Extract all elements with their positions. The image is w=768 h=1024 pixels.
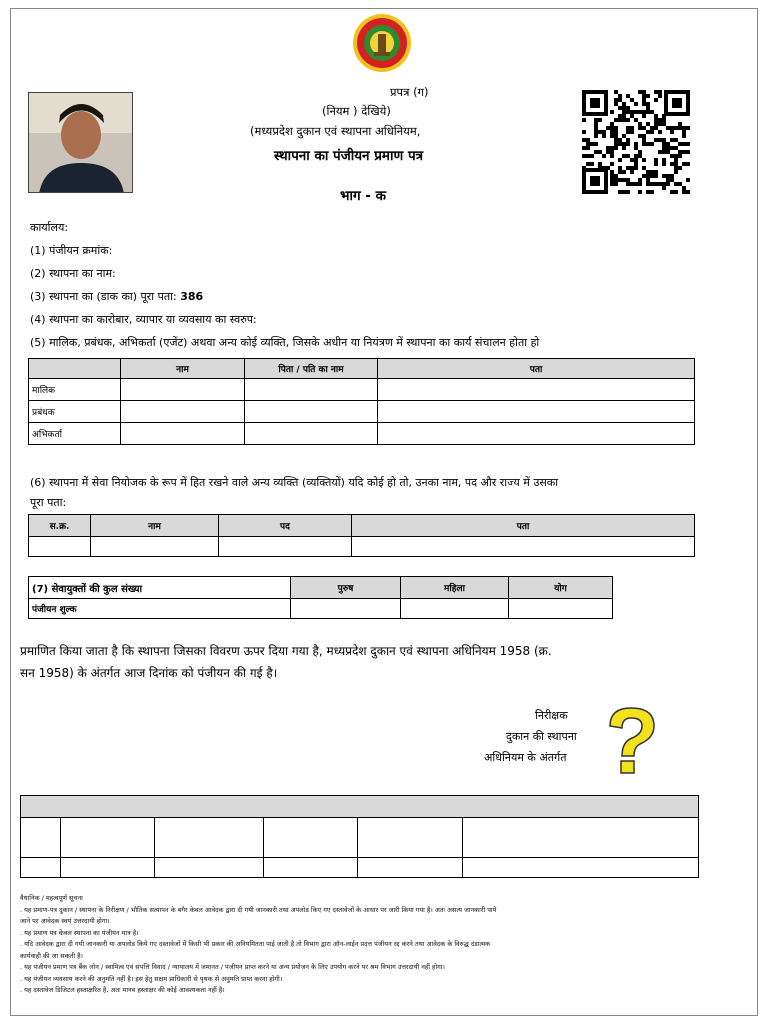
table-row — [29, 537, 695, 557]
interest-line-2: पूरा पता: — [30, 496, 67, 509]
notes-heading: वैधानिक / महत्वपूर्ण सूचना — [20, 894, 83, 902]
note-item: जाने पर आवेदक स्वयं उत्तरदायी होगा। — [20, 917, 110, 925]
rule-reference: (नियम ) देखिये) — [322, 104, 391, 118]
certificate-line-1: प्रमाणित किया जाता है कि स्थापना जिसका विवरण ऊपर दिया गया है, मध्यप्रदेश दुकान एवं स्थापना अधिनियम 1958 (क्र. — [20, 644, 552, 658]
owner-table-header: पिता / पति का नाम — [245, 359, 378, 379]
part-label: भाग - क — [340, 188, 386, 204]
certificate-title: स्थापना का पंजीयन प्रमाण पत्र — [274, 148, 424, 164]
bottom-table — [20, 795, 699, 878]
address-field — [30, 289, 203, 304]
interest-table — [28, 514, 695, 557]
interest-table-header: स.क्र. — [29, 515, 91, 537]
note-item: . यह प्रमाण पत्र केवल स्थापना का पंजीयन मात्र है। — [20, 928, 139, 937]
row-label: मालिक — [29, 379, 121, 401]
owner-table-header: पता — [378, 359, 695, 379]
owner-table-header: नाम — [121, 359, 245, 379]
employees-table — [28, 576, 613, 619]
table-row — [29, 423, 695, 445]
address-label: (3) स्थापना का (डाक का) पूरा पता: — [30, 290, 177, 303]
signature-question-icon — [602, 706, 660, 776]
office-label: कार्यालय: — [30, 221, 69, 234]
fee-label: पंजीयन शुल्क — [29, 599, 291, 619]
business-label: (4) स्थापना का कारोबार, व्यापार या व्यवसाय का स्वरुप: — [30, 313, 257, 326]
signature-line-1: निरीक्षक — [535, 709, 568, 722]
employees-header-male: पुरुष — [291, 577, 401, 599]
interest-table-header: पद — [219, 515, 352, 537]
table-row — [29, 379, 695, 401]
owner-line: (5) मालिक, प्रबंधक, अभिकर्ता (एजेंट) अथवा अन्य कोई व्यक्ति, जिसके अधीन या नियंत्रण में स्थापना का कार्य संचालन होता हो — [30, 336, 540, 349]
employees-label: (7) सेवायुक्तों की कुल संख्या — [29, 577, 291, 599]
table-row — [29, 401, 695, 423]
signature-line-2: दुकान की स्थापना — [506, 730, 577, 743]
owner-table — [28, 358, 695, 445]
establishment-name-label: (2) स्थापना का नाम: — [30, 267, 116, 280]
certificate-line-2: सन 1958) के अंतर्गत आज दिनांक को पंजीयन की गई है। — [20, 666, 278, 680]
form-label: प्रपत्र (ग) — [390, 85, 429, 99]
row-label: प्रबंधक — [29, 401, 121, 423]
interest-table-header: पता — [352, 515, 695, 537]
qr-code-icon — [582, 90, 690, 194]
interest-table-header: नाम — [91, 515, 219, 537]
act-reference: (मध्यप्रदेश दुकान एवं स्थापना अधिनियम, — [250, 124, 421, 138]
note-item: . यह दस्तावेज डिजिटल हस्ताक्षरित है, अतः मानव हस्ताक्षर की कोई आवश्यकता नहीं है। — [20, 986, 225, 994]
owner-table-header — [29, 359, 121, 379]
employees-header-female: महिला — [401, 577, 509, 599]
signature-line-3: अधिनियम के अंतर्गत — [484, 751, 567, 764]
applicant-photo — [28, 92, 133, 193]
note-item: . यह प्रमाण-पत्र दुकान / स्थापना के निरीक्षण / भौतिक सत्यापन के बगैर केवल आवेदक द्वारा दी गयी जानकारी तथा अपलोड किए गए दस्तावेजों के आधार पर जारी किया गया है। अतः असत्य जानकारी पाये — [20, 905, 497, 914]
row-label: अभिकर्ता — [29, 423, 121, 445]
state-emblem-icon — [349, 12, 415, 74]
address-value: 386 — [180, 290, 204, 303]
interest-line-1: (6) स्थापना में सेवा नियोजक के रूप में हित रखने वाले अन्य व्यक्ति (व्यक्तियों) यदि कोई हो तो, उनका नाम, पद और राज्य में उसका — [30, 476, 559, 489]
note-item: . यह पंजीयन व्यवसाय करने की अनुमति नहीं है। इस हेतु सक्षम प्राधिकारी से पृथक से अनुमति प्राप्त करना होगी। — [20, 974, 283, 983]
employees-header-total: योग — [509, 577, 613, 599]
note-item: कार्यवाही की जा सकती है। — [20, 951, 84, 960]
legal-notes — [20, 893, 720, 997]
note-item: . यदि आवेदक द्वारा दी गयी जानकारी या अपलोड किये गए दस्तावेजों में किसी भी प्रकार की अनियमितता पाई जाती है तो विभाग द्वारा ऑन-लाईन प्रदत्त पंजीयन रद्द करने तथा आवेदक के विरुद्ध दंडात्मक — [20, 940, 491, 948]
bottom-table-header — [21, 796, 699, 818]
registration-number-label: (1) पंजीयन क्रमांक: — [30, 244, 113, 257]
note-item: . यह पंजीयन प्रमाण पत्र बैंक लोन / स्वामित्व एवं संपत्ति विवाद / न्यायालय में जमानत / पंजीयन प्राप्त करने या अन्य प्रयोजन के लिए उपयोग करने पर श्रम विभाग उत्तरदायी नहीं होगा। — [20, 963, 445, 971]
